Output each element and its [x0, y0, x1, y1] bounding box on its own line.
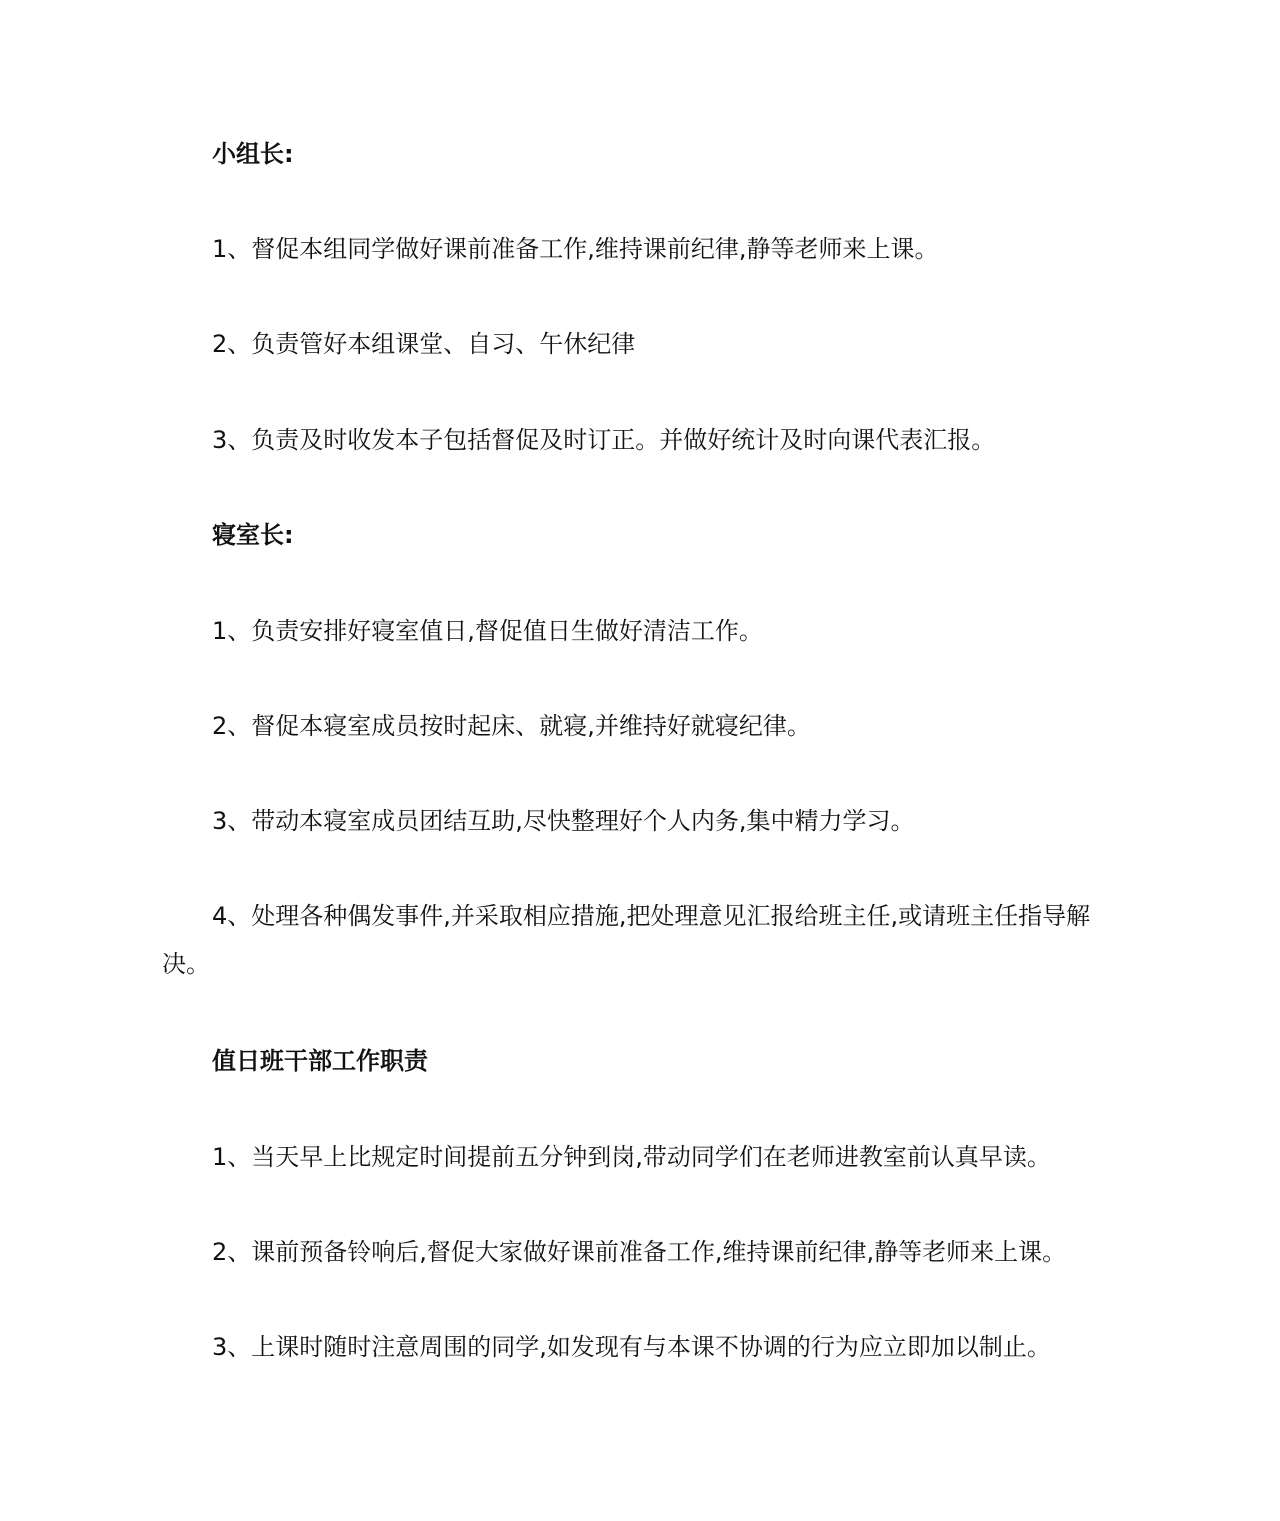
list-item: 1、负责安排好寝室值日,督促值日生做好清洁工作。	[212, 617, 763, 645]
section-heading-dorm-leader: 寝室长:	[212, 521, 294, 549]
list-item: 3、带动本寝室成员团结互助,尽快整理好个人内务,集中精力学习。	[212, 807, 915, 835]
list-item: 3、负责及时收发本子包括督促及时订正。并做好统计及时向课代表汇报。	[212, 426, 996, 454]
list-item: 2、课前预备铃响后,督促大家做好课前准备工作,维持课前纪律,静等老师来上课。	[212, 1238, 1067, 1266]
list-item: 2、负责管好本组课堂、自习、午休纪律	[212, 330, 636, 358]
section-heading-duty-cadre: 值日班干部工作职责	[212, 1047, 428, 1075]
list-item: 3、上课时随时注意周围的同学,如发现有与本课不协调的行为应立即加以制止。	[212, 1333, 1051, 1361]
list-item: 2、督促本寝室成员按时起床、就寝,并维持好就寝纪律。	[212, 712, 811, 740]
list-item: 4、处理各种偶发事件,并采取相应措施,把处理意见汇报给班主任,或请班主任指导解决。	[162, 902, 1091, 978]
list-item: 1、督促本组同学做好课前准备工作,维持课前纪律,静等老师来上课。	[212, 235, 939, 263]
section-heading-group-leader: 小组长:	[212, 140, 294, 168]
list-item: 1、当天早上比规定时间提前五分钟到岗,带动同学们在老师进教室前认真早读。	[212, 1143, 1051, 1171]
